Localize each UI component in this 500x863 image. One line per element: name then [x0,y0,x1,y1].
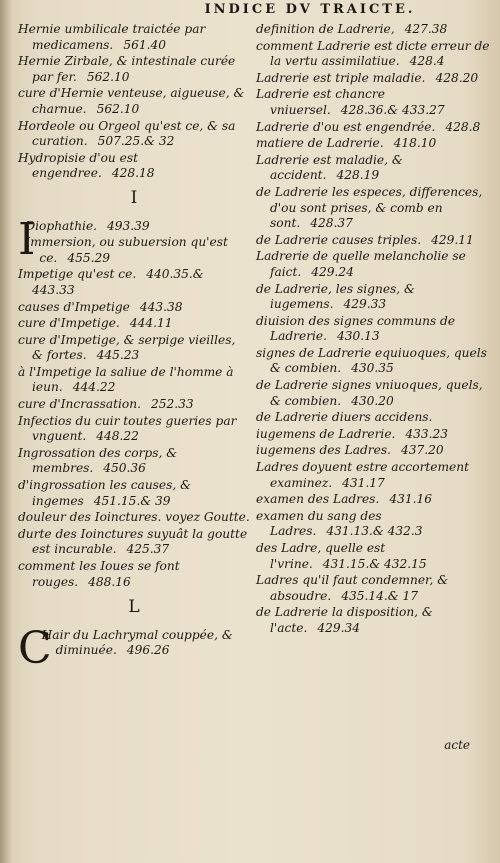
page-reference: 562.10 [86,69,130,84]
entry-text: d'ingrossation les causes, & ingemes [18,478,191,508]
index-entry [18,414,250,445]
page-reference: 433.23 [405,426,449,441]
index-entry [256,120,490,136]
entry-text: Ladrerie est maladie, & accident. [256,152,403,183]
index-entry [18,267,250,298]
entry-text: cure d'Impetige, & serpige vieilles, & fortes. [18,332,236,363]
left-column [18,22,250,674]
entry-text: examen des Ladres. [256,492,380,507]
page-reference: 444.22 [72,380,116,395]
index-entry [18,333,250,364]
page-reference: 430.13 [337,329,380,344]
entry-text: de Ladrerie diuers accidens. [256,410,433,425]
entry-text: de Ladrerie, les signes, & iugemens. [256,281,415,312]
page-reference: 448.22 [96,429,139,444]
page-reference: 430.20 [351,393,394,408]
entry-text: Ladres qu'il faut condemner, & absoudre. [256,573,449,603]
page-reference: 429.11 [431,232,474,247]
entry-text: Hernie umbilicale traictée par medicamens. [18,22,206,52]
entry-text: Impetige qu'est ce. [18,267,137,282]
entry-text: de Ladrerie les especes, differences, d'ou sont prises, & comb en sont. [256,184,483,231]
page-reference: 437.20 [400,443,444,458]
page-reference: 496.26 [126,643,170,658]
entry-text: examen du sang des Ladres. [256,508,382,539]
entry-text: Diophathie. [25,218,98,233]
page-reference: 493.39 [107,218,150,233]
section-letter-i: I [130,187,138,208]
page-reference: 429.24 [311,264,354,279]
page-reference: 488.16 [88,574,131,589]
entry-text: cure d'Hernie venteuse, aigueuse, & charnue. [18,86,245,116]
page-reference: 427.38 [404,22,448,36]
index-entry [256,282,490,313]
page-reference: 443.38 [139,299,183,314]
index-entry [256,378,490,409]
catchword: acte [444,738,470,752]
page-reference: 428.8 [445,119,481,134]
index-entry [18,316,250,332]
index-entry [18,365,250,396]
page-reference: 428.36.& 433.27 [340,102,445,117]
entry-text: comment les Ioues se font rouges. [18,559,180,589]
page-reference: 507.25.& 32 [97,134,175,149]
entry-text: douleur des Ioinctures. voyez Goutte. [18,510,250,525]
index-entry [18,510,250,526]
index-entry [256,492,490,508]
entry-text: Immersion, ou subuersion qu'est ce. [25,235,228,265]
entry-text: Ladrerie d'ou est engendrée. [256,119,436,134]
entry-text: Hernie Zirbale, & intestinale curée par fer. [18,54,236,84]
entry-text: cure d'Incrassation. [18,397,141,412]
entry-text: des Ladre, quelle est l'vrine. [256,541,386,571]
entry-text: Ladrerie est triple maladie. [256,70,426,85]
page-reference: 418.10 [393,136,437,151]
entry-text: de Ladrerie signes vniuoques, quels, & combien. [256,378,483,408]
index-entry [18,151,250,182]
entry-text: Infectios du cuir toutes gueries par vnguent. [18,413,237,444]
page-reference: 429.33 [343,297,387,312]
index-entry [256,185,490,232]
entry-text: causes d'Impetige [18,299,130,314]
dropcap-c: C [18,622,52,674]
index-entry [18,559,250,590]
index-entry [18,446,250,477]
page-reference: 428.4 [409,54,445,69]
page-reference: 431.17 [342,475,385,490]
page-reference: 428.20 [435,70,479,85]
running-header: INDICE DV TRAICTE. [204,2,416,17]
index-entry [256,443,490,459]
entry-text: Hair du Lachrymal couppée, & diminuée. [41,627,233,658]
entry-text: signes de Ladrerie equiuoques, quels & combien. [256,345,487,376]
index-entry [256,136,490,152]
page-reference: 440.35.& 443.33 [32,267,204,297]
page-reference: 451.15.& 39 [93,493,171,508]
page-reference: 429.34 [317,620,360,635]
section-letter-l: L [128,597,140,618]
index-block-h [18,22,250,182]
entry-text: Ladres doyuent estre accortement examinez. [256,460,470,490]
index-block-l [18,628,250,659]
entry-text: iugemens de Ladrerie. [256,426,396,441]
index-entry [18,527,250,558]
index-entry [18,119,250,150]
entry-text: durte des Ioinctures suyuât la goutte est incurable. [18,526,248,557]
page-reference: 428.37 [310,216,353,231]
index-entry [18,54,250,85]
entry-text: Ladrerie de quelle melancholie se faict. [256,249,466,279]
entry-text: à l'Impetige la saliue de l'homme à ieun. [18,364,234,395]
page-reference: 435.14.& 17 [341,588,418,603]
page-reference: 444.11 [129,316,173,331]
page-reference: 428.18 [111,166,155,181]
entry-text: matiere de Ladrerie. [256,136,384,151]
index-entry [256,22,490,38]
index-entry [256,346,490,377]
page-reference: 455.29 [67,250,110,265]
index-entry [256,605,490,636]
index-entry [18,628,250,659]
index-entry [256,541,490,572]
index-entry [256,153,490,184]
gutter-shadow [0,0,12,863]
index-entry [18,219,250,235]
right-column [256,22,490,638]
index-entry [18,397,250,413]
index-entry [18,478,250,509]
index-entry [256,71,490,87]
index-entry [256,39,490,70]
index-entry [256,573,490,604]
page-reference: 445.23 [96,348,140,363]
index-entry [256,233,490,249]
entry-text: de Ladrerie causes triples. [256,232,422,247]
index-entry [256,87,490,118]
index-entry [256,427,490,443]
page-reference: 430.35 [351,361,394,376]
page-reference: 431.16 [389,492,432,507]
index-entry [18,22,250,53]
page-reference: 561.40 [123,37,166,52]
index-entry [18,86,250,117]
index-entry [18,300,250,316]
index-block-i [18,213,250,591]
entry-text: Ingrossation des corps, & membres. [18,445,178,476]
entry-text: Hordeole ou Orgeol qu'est ce, & sa curation. [18,118,236,149]
dropcap-i: I [18,213,36,265]
entry-text: definition de Ladrerie, [256,22,395,36]
entry-text: de Ladrerie la disposition, & l'acte. [256,605,433,635]
entry-text: cure d'Impetige. [18,316,120,331]
index-entry [256,314,490,345]
index-entry [18,235,250,266]
entry-text: comment Ladrerie est dicte erreur de la vertu assimilatiue. [256,38,490,69]
index-entry [256,249,490,280]
page-reference: 252.33 [150,397,194,412]
entry-text: diuision des signes communs de Ladrerie. [256,313,456,344]
page-reference: 450.36 [103,461,146,476]
entry-text: Hydropisie d'ou est engendree. [18,150,138,181]
page-reference: 431.15.& 432.15 [322,556,427,571]
index-entry [256,410,490,426]
page-reference: 562.10 [96,101,140,116]
index-entry [256,460,490,491]
index-entry [256,509,490,540]
entry-text: iugemens des Ladres. [256,443,391,458]
entry-text: Ladrerie est chancre vniuersel. [256,87,385,117]
page-reference: 428.19 [336,168,380,183]
page-reference: 431.13.& 432.3 [326,524,423,539]
page-reference: 425.37 [126,542,170,557]
